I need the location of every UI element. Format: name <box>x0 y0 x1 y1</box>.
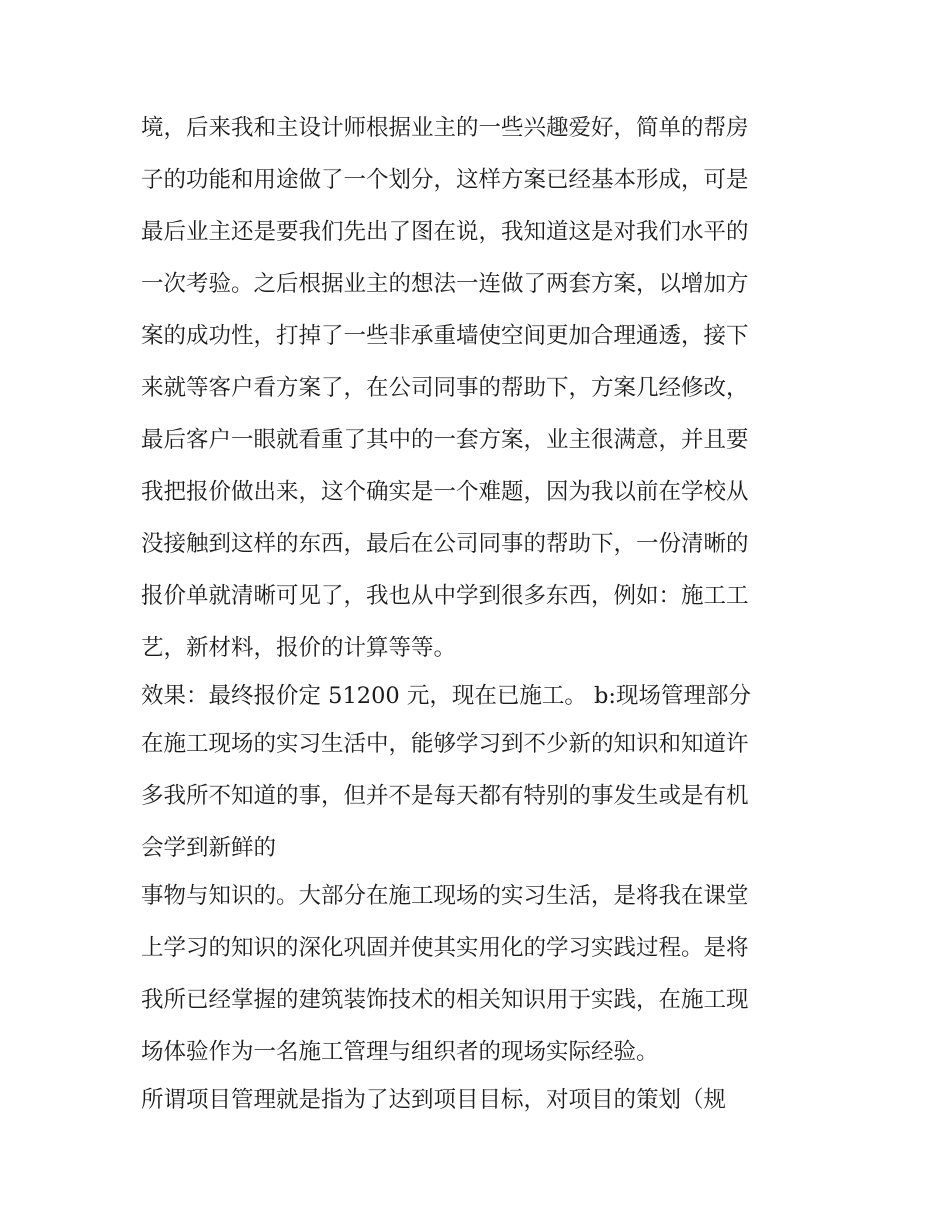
text-line: 最后客户一眼就看重了其中的一套方案，业主很满意，并且要 <box>141 427 749 453</box>
text-line: 来就等客户看方案了，在公司同事的帮助下，方案几经修改， <box>141 375 749 401</box>
text-line: 案的成功性，打掉了一些非承重墙使空间更加合理通透，接下 <box>141 323 749 349</box>
text-line: 效果：最终报价定 51200 元，现在已施工。 b:现场管理部分 <box>141 683 752 709</box>
text-line: 子的功能和用途做了一个划分，这样方案已经基本形成，可是 <box>141 167 749 193</box>
text-line: 艺，新材料，报价的计算等等。 <box>141 635 457 661</box>
text-line: 最后业主还是要我们先出了图在说，我知道这是对我们水平的 <box>141 219 749 245</box>
text-line: 境，后来我和主设计师根据业主的一些兴趣爱好，简单的帮房 <box>141 115 749 141</box>
text-line: 没接触到这样的东西，最后在公司同事的帮助下，一份清晰的 <box>141 531 749 557</box>
text-line: 会学到新鲜的 <box>141 835 277 861</box>
text-line: 一次考验。之后根据业主的想法一连做了两套方案，以增加方 <box>141 271 749 297</box>
text-line: 在施工现场的实习生活中，能够学习到不少新的知识和知道许 <box>141 731 749 757</box>
text-line: 上学习的知识的深化巩固并使其实用化的学习实践过程。是将 <box>141 935 749 961</box>
text-line: 我把报价做出来，这个确实是一个难题，因为我以前在学校从 <box>141 479 749 505</box>
text-line: 我所已经掌握的建筑装饰技术的相关知识用于实践，在施工现 <box>141 987 749 1013</box>
text-line: 报价单就清晰可见了，我也从中学到很多东西，例如：施工工 <box>141 583 749 609</box>
text-line: 所谓项目管理就是指为了达到项目目标，对项目的策划（规 <box>141 1087 727 1113</box>
text-line: 事物与知识的。大部分在施工现场的实习生活，是将我在课堂 <box>141 883 749 909</box>
text-line: 多我所不知道的事，但并不是每天都有特别的事发生或是有机 <box>141 783 749 809</box>
text-line: 场体验作为一名施工管理与组织者的现场实际经验。 <box>141 1039 659 1065</box>
